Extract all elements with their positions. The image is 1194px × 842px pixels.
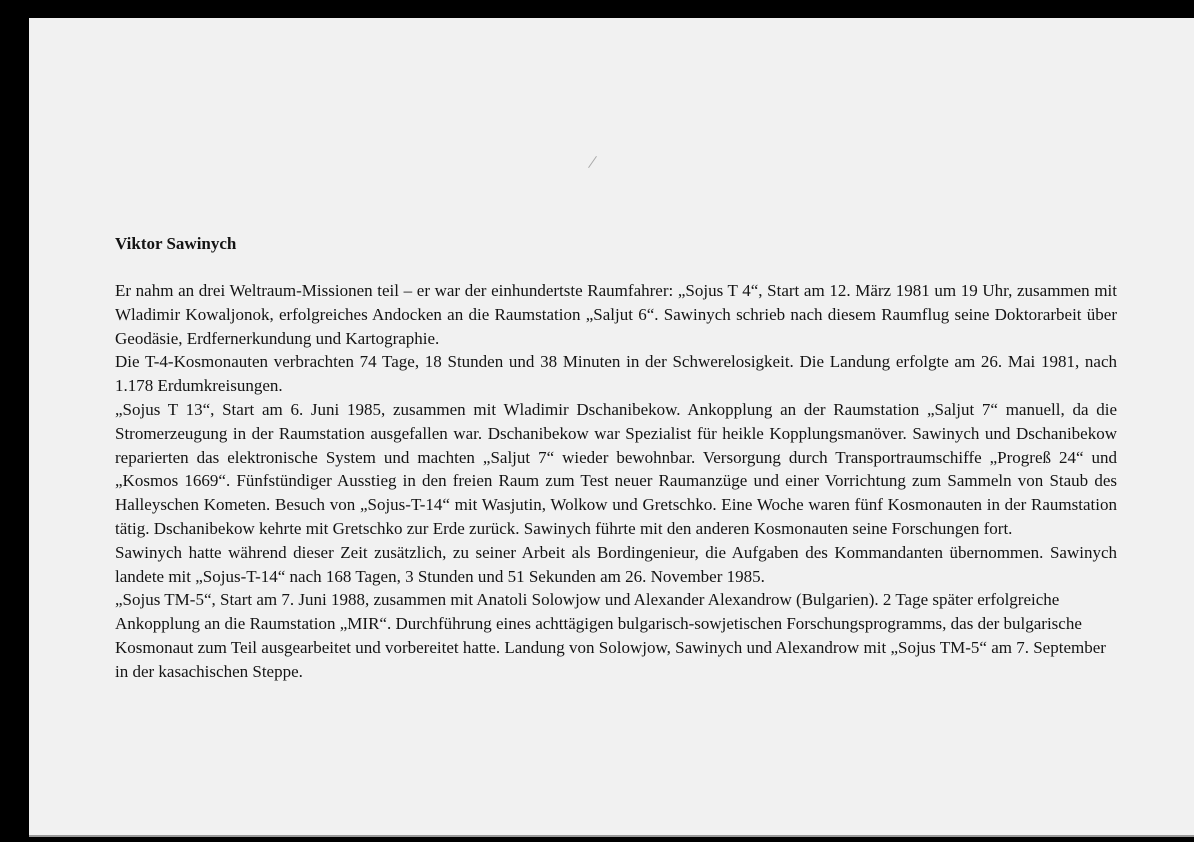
document-title: Viktor Sawinych [115,234,237,253]
paper-sheet [29,18,1194,837]
paragraph-mission-2-landing: Sawinych hatte während dieser Zeit zusätzlich, zu seiner Arbeit als Bordingenieur, die Aufgaben des Kommandanten übernommen. Sawinych landete mit „Sojus-T-14“ nach 168 Tagen, 3 Stunden und 51 Sekunden am 26. November 1985. [115,542,1117,586]
paragraph-mission-1: Er nahm an drei Weltraum-Missionen teil – er war der einhundertste Raumfahrer: „Sojus T 4“, Start am 12. März 1981 um 19 Uhr, zusammen mit Wladimir Kowaljonok, erfolgreiches Andocken an die Raumstation „Saljut 6“. Sawinych schrieb nach diesem Raumflug seine Doktorarbeit über Geodäsie, Erdfernerkundung und Kartographie. [115,281,1117,348]
paragraph-mission-2: „Sojus T 13“, Start am 6. Juni 1985, zusammen mit Wladimir Dschanibekow. Ankopplung an der Raumstation „Saljut 7“ manuell, da die Stromerzeugung in der Raumstation ausgefallen war. Dschanibekow war Spezialist für heikle Kopplungsmanöver. Sawinych und Dschanibekow reparierten das elektronische System und machten „Saljut 7“ wieder bewohnbar. Versorgung durch Transportraumschiffe „Progreß 24“ und „Kosmos 1669“. Fünfstündiger Ausstieg in den freien Raum zum Test neuer Raumanzüge und einer Vorrichtung zum Sammeln von Staub des Halleyschen Kometen. Besuch von „Sojus-T-14“ mit Wasjutin, Wolkow und Gretschko. Eine Woche waren fünf Kosmonauten in der Raumstation tätig. Dschanibekow kehrte mit Gretschko zur Erde zurück. Sawinych führte mit den anderen Kosmonauten seine Forschungen fort. [115,399,1117,538]
pencil-mark [588,156,597,168]
paragraph-mission-1-duration: Die T-4-Kosmonauten verbrachten 74 Tage, 18 Stunden und 38 Minuten in der Schwerelosigkeit. Die Landung erfolgte am 26. Mai 1981, nach 1.178 Erdumkreisungen. [115,352,1117,396]
document-body [115,232,1117,684]
paragraph-mission-3: „Sojus TM-5“, Start am 7. Juni 1988, zusammen mit Anatoli Solowjow und Alexander Alexandrow (Bulgarien). 2 Tage später erfolgreiche Ankopplung an die Raumstation „MIR“. Durchführung eines achttägigen bulgarisch-sowjetischen Forschungsprogramms, das der bulgarische Kosmonaut zum Teil ausgearbeitet und vorbereitet hatte. Landung von Solowjow, Sawinych und Alexandrow mit „Sojus TM-5“ am 7. September in der kasachischen Steppe. [115,590,1106,681]
